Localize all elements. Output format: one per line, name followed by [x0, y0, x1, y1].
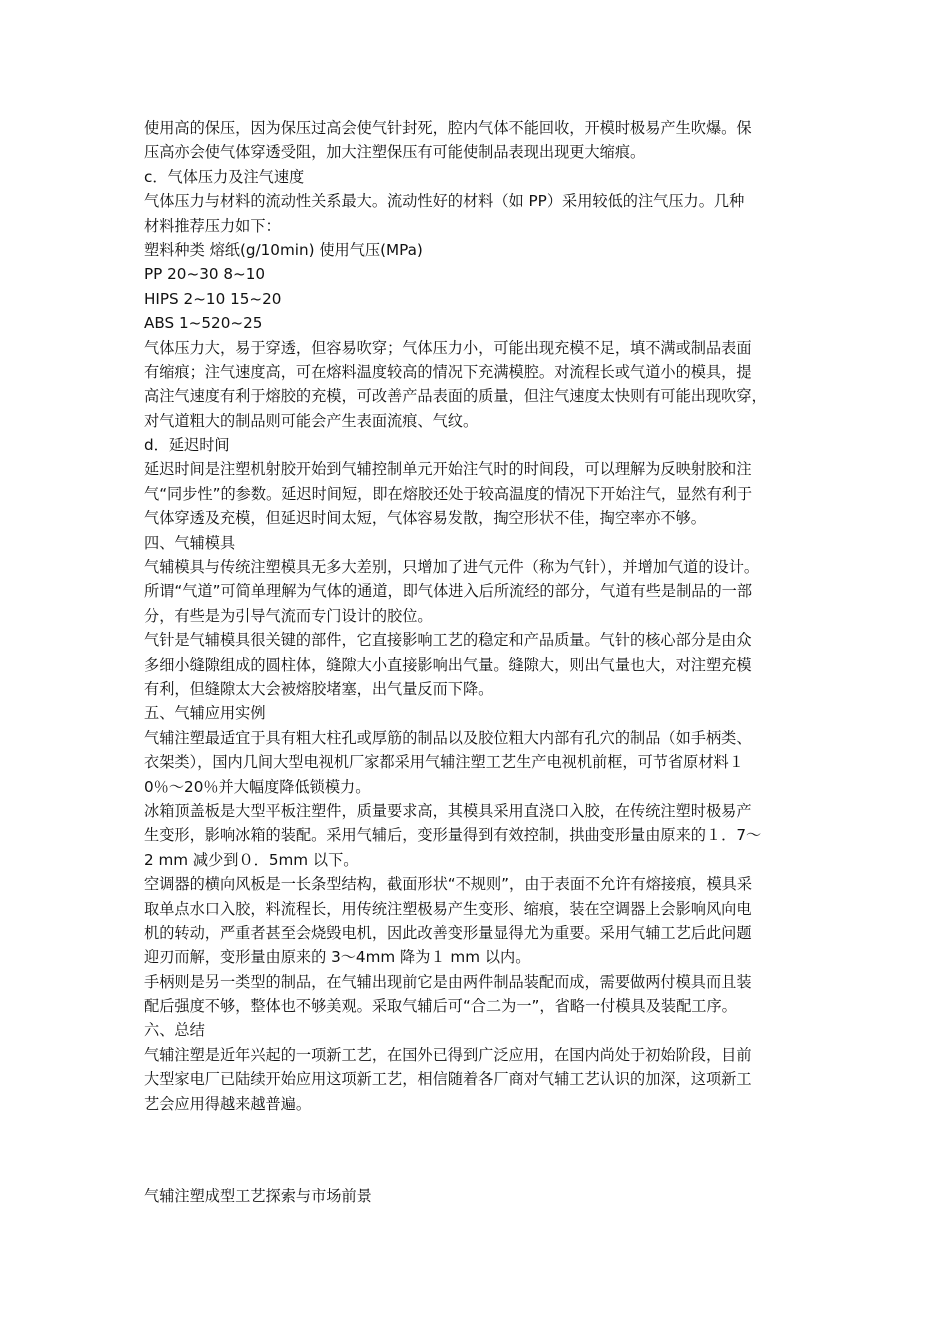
text-line: 机的转动，严重者甚至会烧毁电机，因此改善变形量显得尤为重要。采用气辅工艺后此问题 — [144, 923, 752, 942]
text-line: d．延迟时间 — [144, 436, 230, 455]
text-line: 0％～20％并大幅度降低锁模力。 — [144, 777, 371, 796]
text-line: 材料推荐压力如下： — [144, 216, 281, 235]
text-line: 气体穿透及充模，但延迟时间太短，气体容易发散，掏空形状不佳，掏空率亦不够。 — [144, 509, 706, 528]
text-line: 迎刃而解，变形量由原来的 3～4mm 降为１ mm 以内。 — [144, 948, 531, 967]
text-line: 气“同步性”的参数。延迟时间短，即在熔胶还处于较高温度的情况下开始注气，显然有利于 — [144, 484, 753, 503]
text-line: HIPS 2~10 15~20 — [144, 289, 282, 308]
document-body — [144, 116, 812, 1116]
text-line: 空调器的横向风板是一长条型结构，截面形状“不规则”，由于表面不允许有熔接痕，模具采 — [144, 875, 753, 894]
text-line: 延迟时间是注塑机射胶开始到气辅控制单元开始注气时的时间段，可以理解为反映射胶和注 — [144, 460, 752, 479]
text-line: 衣架类），国内几间大型电视机厂家都采用气辅注塑工艺生产电视机前框，可节省原材料１ — [144, 753, 744, 772]
text-line: 四、气辅模具 — [144, 533, 236, 552]
text-line: 2 mm 减少到０．5mm 以下。 — [144, 850, 359, 869]
text-line: 所谓“气道”可简单理解为气体的通道，即气体进入后所流经的部分，气道有些是制品的一部 — [144, 582, 753, 601]
text-line: PP 20~30 8~10 — [144, 265, 266, 284]
text-line: 气辅注塑是近年兴起的一项新工艺，在国外已得到广泛应用，在国内尚处于初始阶段，目前 — [144, 1045, 752, 1064]
text-line: 气针是气辅模具很关键的部件，它直接影响工艺的稳定和产品质量。气针的核心部分是由众 — [144, 631, 752, 650]
text-line: 气体压力大，易于穿透，但容易吹穿；气体压力小，可能出现充模不足，填不满或制品表面 — [144, 338, 752, 357]
text-line: 艺会应用得越来越普遍。 — [144, 1094, 312, 1113]
text-line: 气辅模具与传统注塑模具无多大差别，只增加了进气元件（称为气针），并增加气道的设计。 — [144, 558, 760, 577]
text-line: c．气体压力及注气速度 — [144, 167, 305, 186]
text-line: 有利，但缝隙太大会被熔胶堵塞，出气量反而下降。 — [144, 679, 494, 698]
text-line: 分，有些是为引导气流而专门设计的胶位。 — [144, 606, 433, 625]
text-line: 压高亦会使气体穿透受阻，加大注塑保压有可能使制品表现出现更大缩痕。 — [144, 143, 646, 162]
text-line: 冰箱顶盖板是大型平板注塑件，质量要求高，其模具采用直浇口入胶，在传统注塑时极易产 — [144, 801, 752, 820]
text-line: 五、气辅应用实例 — [144, 704, 266, 723]
text-line: 多细小缝隙组成的圆柱体，缝隙大小直接影响出气量。缝隙大，则出气量也大，对注塑充模 — [144, 655, 752, 674]
text-line: 有缩痕；注气速度高，可在熔料温度较高的情况下充满模腔。对流程长或气道小的模具，提 — [144, 362, 752, 381]
text-line: ABS 1~520~25 — [144, 314, 263, 333]
text-line: 气辅注塑最适宜于具有粗大柱孔或厚筋的制品以及胶位粗大内部有孔穴的制品（如手柄类、 — [144, 728, 752, 747]
text-line: 对气道粗大的制品则可能会产生表面流痕、气纹。 — [144, 411, 479, 430]
text-line: 六、总结 — [144, 1021, 205, 1040]
text-line: 手柄则是另一类型的制品，在气辅出现前它是由两件制品装配而成，需要做两付模具而且装 — [144, 972, 752, 991]
text-line: 大型家电厂已陆续开始应用这项新工艺，相信随着各厂商对气辅工艺认识的加深，这项新工 — [144, 1070, 752, 1089]
next-article-title: 气辅注塑成型工艺探索与市场前景 — [144, 1187, 372, 1205]
text-line: 塑料种类 熔纸(g/10min) 使用气压(MPa) — [144, 240, 423, 259]
text-line: 气体压力与材料的流动性关系最大。流动性好的材料（如 PP）采用较低的注气压力。几种 — [144, 192, 745, 211]
text-line: 配后强度不够，整体也不够美观。采取气辅后可“合二为一”，省略一付模具及装配工序。 — [144, 997, 737, 1016]
text-line: 使用高的保压，因为保压过高会使气针封死，腔内气体不能回收，开模时极易产生吹爆。保 — [144, 119, 752, 137]
text-line: 取单点水口入胶，料流程长，用传统注塑极易产生变形、缩痕，装在空调器上会影响风向电 — [144, 899, 752, 918]
text-line: 生变形，影响冰箱的装配。采用气辅后，变形量得到有效控制，拱曲变形量由原来的１．7～ — [144, 826, 762, 845]
text-line: 高注气速度有利于熔胶的充模，可改善产品表面的质量，但注气速度太快则有可能出现吹穿， — [144, 387, 767, 406]
